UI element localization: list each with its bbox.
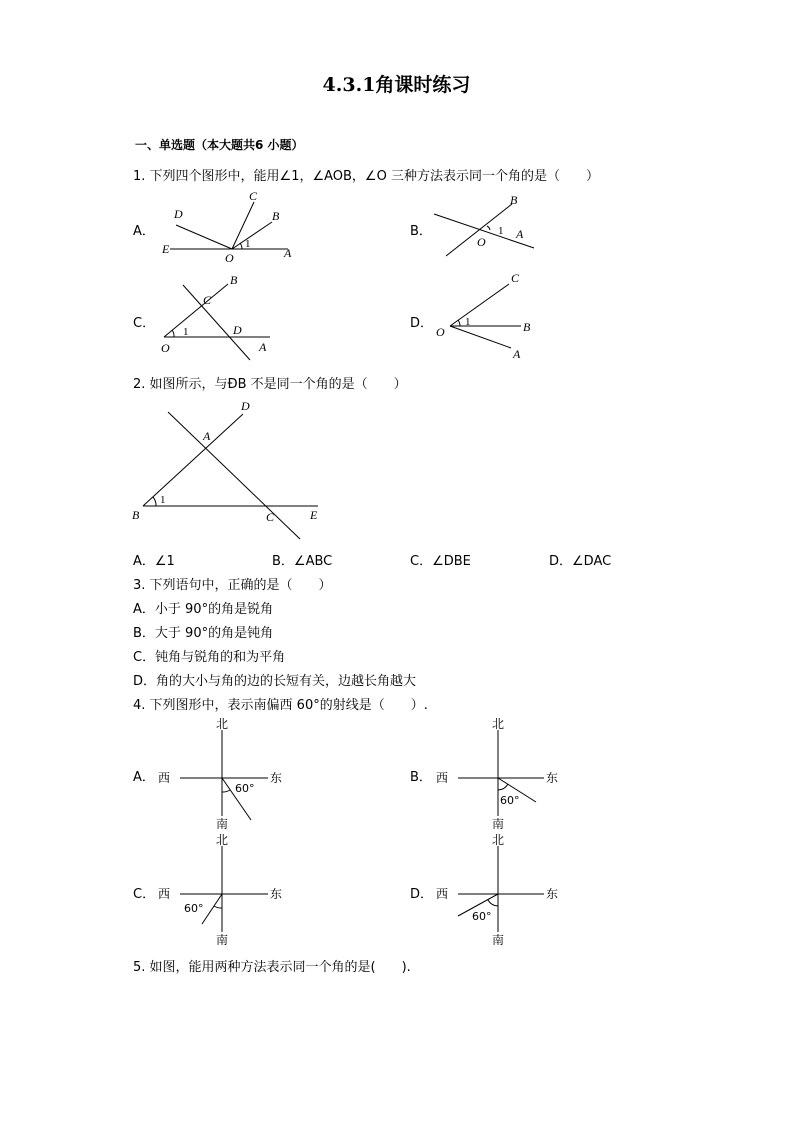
q1c-label-c: C — [203, 293, 212, 307]
q1-figure-b — [430, 192, 540, 262]
q1d-label-o: O — [436, 325, 445, 339]
q2-option-a[interactable]: A．∠1 — [133, 554, 175, 569]
question-4-stem: 4. 下列图形中，表示南偏西 60°的射线是（ ）. — [133, 698, 428, 713]
q2-label-1: 1 — [160, 494, 166, 506]
q4d-east: 东 — [546, 887, 559, 901]
q4a-south: 南 — [216, 817, 229, 831]
q4-option-a[interactable]: A． — [133, 770, 155, 785]
q4b-east: 东 — [546, 771, 559, 785]
q4c-north: 北 — [216, 833, 229, 847]
q1d-label-c: C — [511, 271, 520, 285]
q4-option-c[interactable]: C． — [133, 887, 156, 902]
q1b-label-a: A — [516, 227, 524, 241]
q3-option-b[interactable]: B．大于 90°的角是钝角 — [133, 626, 274, 641]
q2-label-b: B — [132, 508, 140, 522]
q4a-north: 北 — [216, 717, 229, 731]
q1-option-a[interactable]: A． — [133, 224, 155, 239]
q1a-label-a: A — [284, 246, 292, 260]
q1a-label-b: B — [272, 209, 280, 223]
q4d-west: 西 — [436, 887, 449, 901]
q1a-label-e: E — [162, 242, 170, 256]
question-2-stem: 2. 如图所示，与ÐB 不是同一个角的是（ ） — [133, 377, 407, 392]
q3-option-a[interactable]: A．小于 90°的角是锐角 — [133, 602, 274, 617]
q4-figure-c — [150, 828, 300, 948]
question-5-stem: 5. 如图，能用两种方法表示同一个角的是( ). — [133, 960, 411, 975]
q1-option-b[interactable]: B． — [410, 224, 432, 239]
q1c-label-b: B — [230, 273, 238, 287]
q4b-south: 南 — [492, 817, 505, 831]
q1b-label-1: 1 — [498, 225, 504, 237]
q4b-west: 西 — [436, 771, 449, 785]
page-title: 4.3.1角课时练习 — [322, 74, 471, 96]
q1c-label-o: O — [161, 341, 170, 355]
q1c-label-a: A — [259, 340, 267, 354]
q4c-west: 西 — [158, 887, 171, 901]
question-1-stem: 1. 下列四个图形中，能用∠1，∠AOB，∠O 三种方法表示同一个角的是（ ） — [133, 169, 599, 184]
q1b-label-b: B — [510, 193, 518, 207]
q4-figure-a — [150, 712, 300, 832]
q1d-label-1: 1 — [465, 316, 471, 328]
q1a-label-o: O — [225, 251, 234, 265]
q2-label-d: D — [241, 399, 250, 413]
q1-option-d[interactable]: D． — [410, 316, 434, 331]
q4a-angle: 60° — [235, 782, 255, 795]
q2-option-d[interactable]: D．∠DAC — [549, 554, 612, 569]
q1-figure-a — [160, 190, 300, 265]
q4c-angle: 60° — [184, 902, 204, 915]
q4b-north: 北 — [492, 717, 505, 731]
q4-figure-b — [428, 712, 578, 832]
q2-option-b[interactable]: B．∠ABC — [272, 554, 333, 569]
section-heading: 一、单选题（本大题共6 小题） — [135, 138, 304, 152]
q4-option-d[interactable]: D． — [410, 887, 434, 902]
q1c-label-d: D — [233, 323, 242, 337]
q2-label-c: C — [266, 510, 275, 524]
q1a-label-d: D — [174, 207, 183, 221]
q2-figure — [128, 396, 328, 541]
q1d-label-a: A — [513, 347, 521, 361]
q3-option-c[interactable]: C．钝角与锐角的和为平角 — [133, 650, 286, 665]
q4d-north: 北 — [492, 833, 505, 847]
q2-option-c[interactable]: C．∠DBE — [410, 554, 471, 569]
q1-option-c[interactable]: C． — [133, 316, 156, 331]
q1a-label-1: 1 — [245, 238, 251, 250]
q1-figure-c — [158, 270, 288, 360]
q4c-south: 南 — [216, 933, 229, 947]
q4d-angle: 60° — [472, 910, 492, 923]
q2-label-e: E — [310, 508, 318, 522]
q1b-label-o: O — [477, 235, 486, 249]
q4a-west: 西 — [158, 771, 171, 785]
q1-figure-d — [433, 270, 543, 360]
question-3-stem: 3. 下列语句中，正确的是（ ） — [133, 578, 332, 593]
q4b-angle: 60° — [500, 794, 520, 807]
q3-option-d[interactable]: D．角的大小与角的边的长短有关，边越长角越大 — [133, 674, 417, 689]
q1d-label-b: B — [523, 320, 531, 334]
q4-option-b[interactable]: B． — [410, 770, 432, 785]
q4d-south: 南 — [492, 933, 505, 947]
q4a-east: 东 — [270, 771, 283, 785]
q4c-east: 东 — [270, 887, 283, 901]
q1c-label-1: 1 — [183, 326, 189, 338]
q1a-label-c: C — [249, 189, 258, 203]
q4-figure-d — [428, 828, 578, 948]
q2-label-a: A — [203, 429, 211, 443]
